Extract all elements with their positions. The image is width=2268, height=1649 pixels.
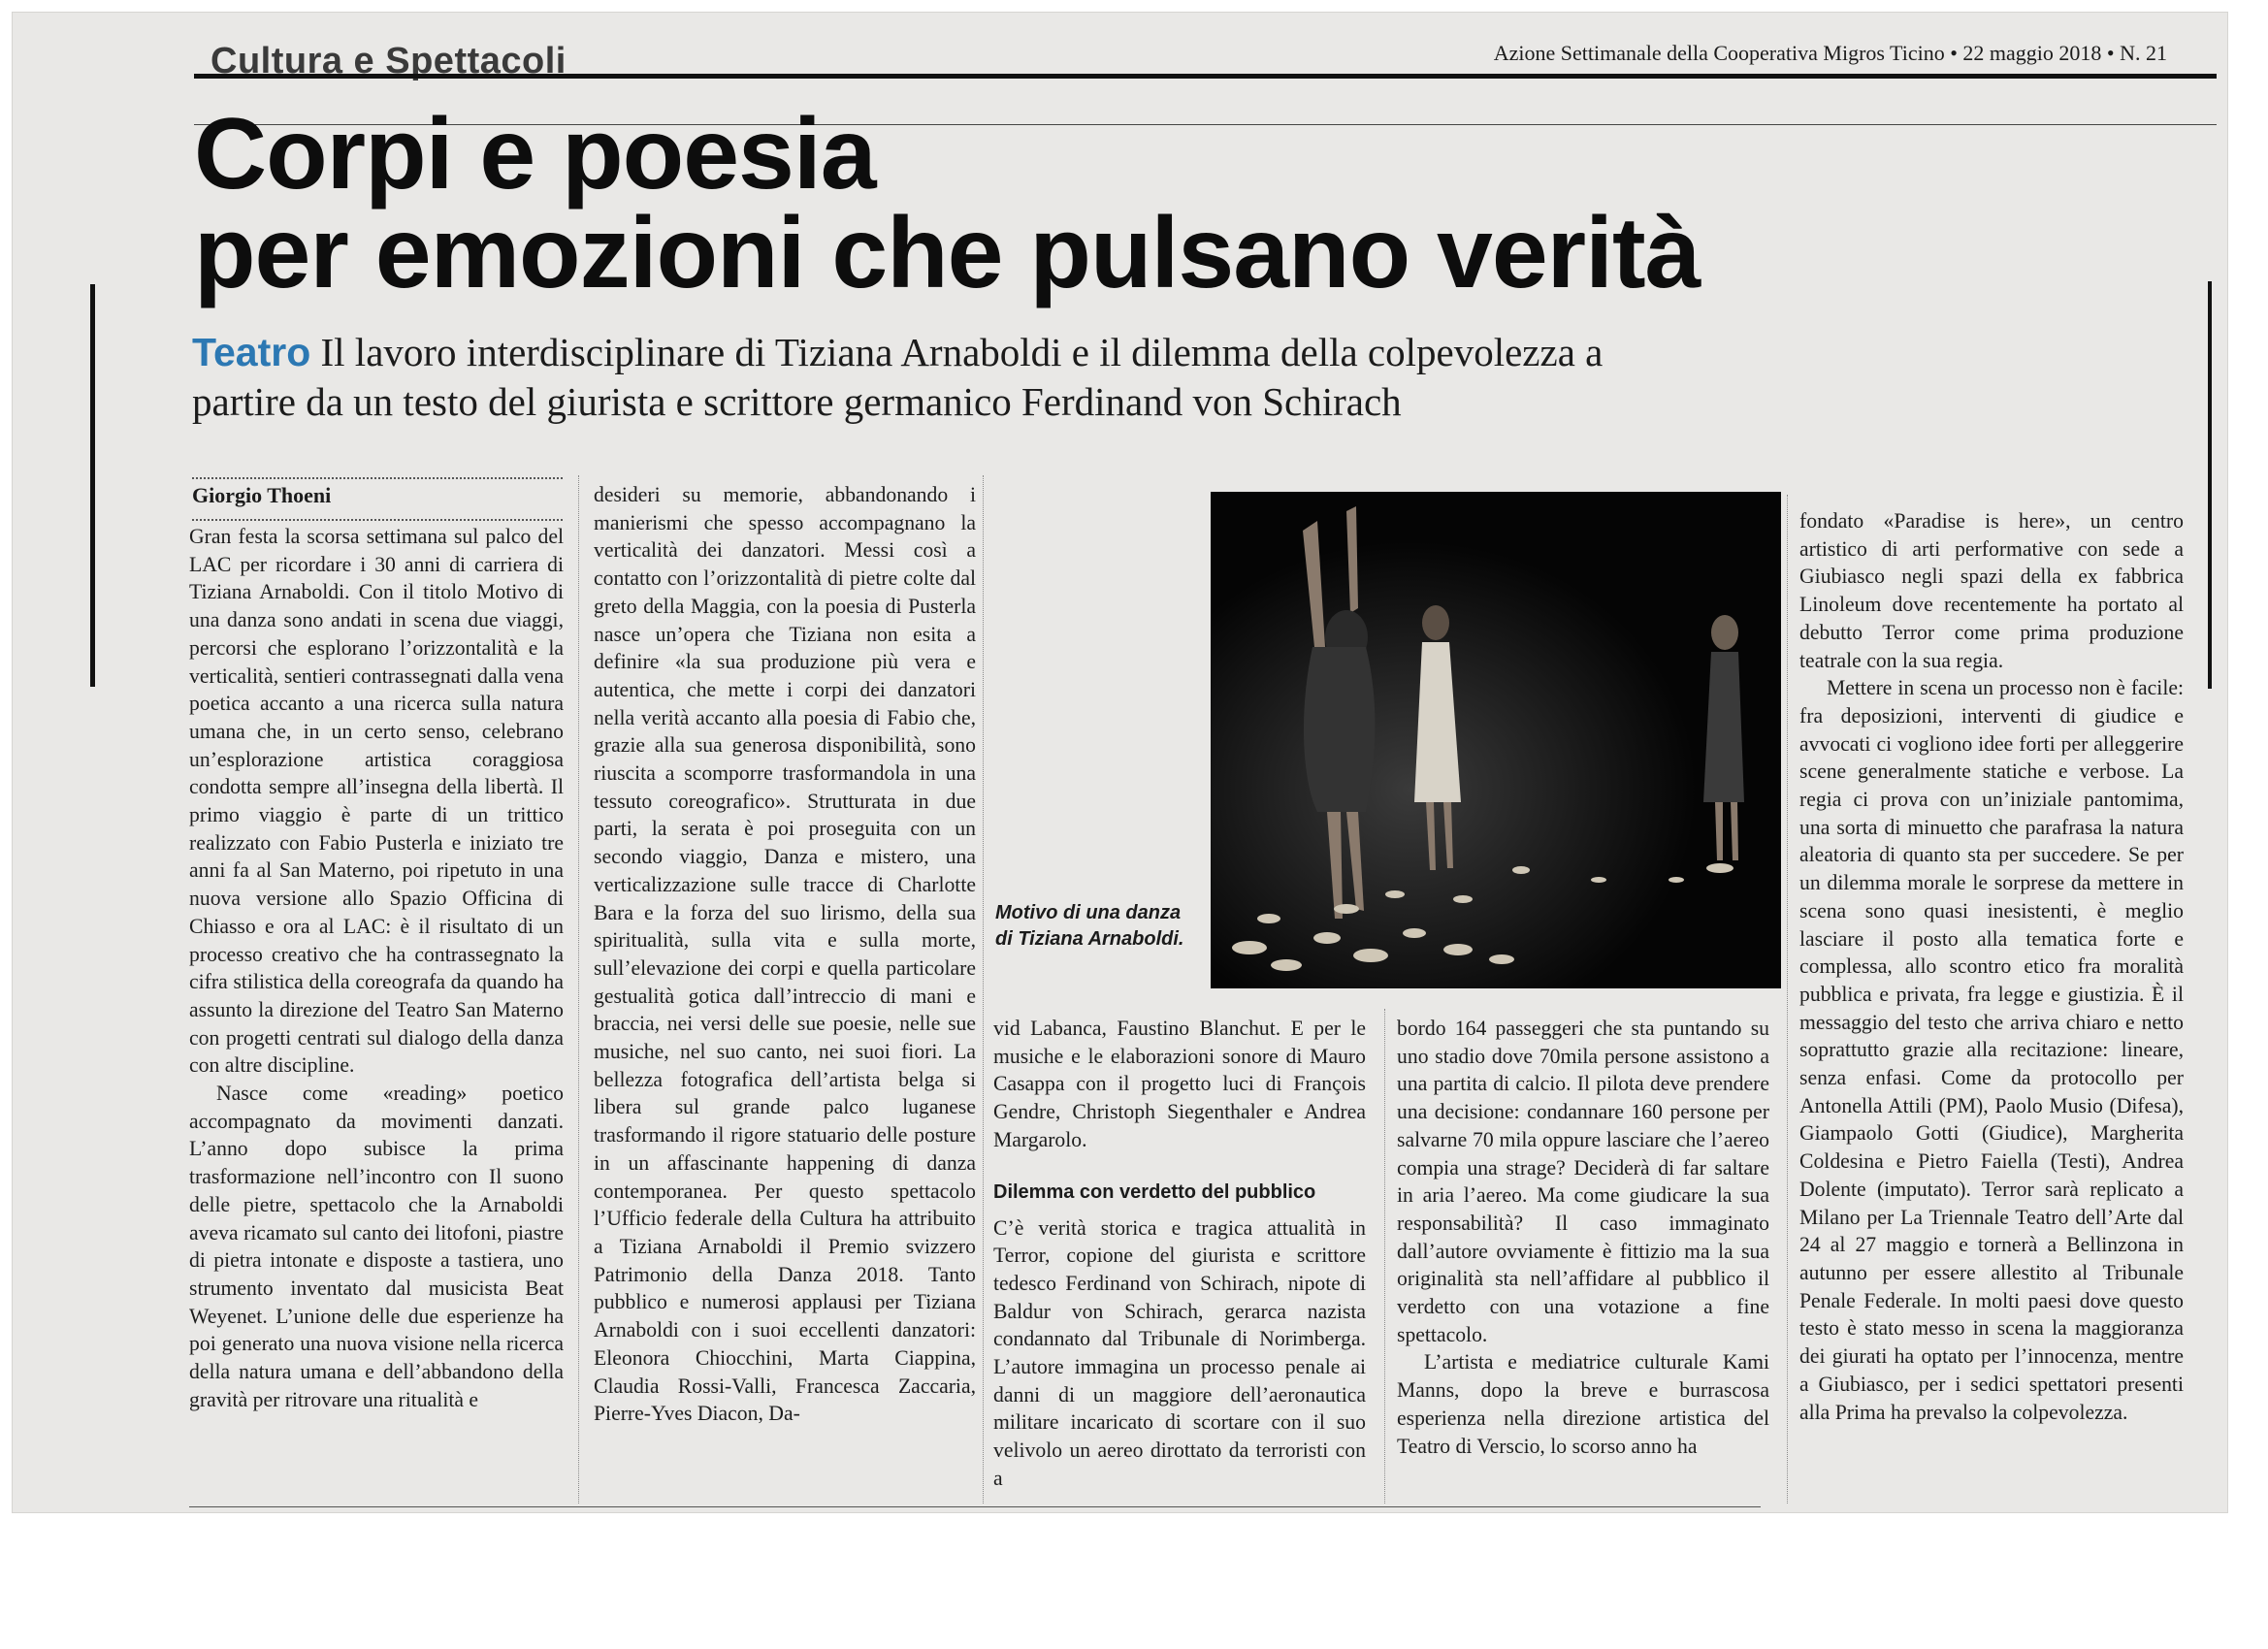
article-column-1	[189, 523, 564, 1414]
article-column-2	[594, 481, 976, 1428]
article-column-3	[993, 1015, 1366, 1493]
right-margin-mark	[2208, 281, 2212, 689]
column-divider	[1787, 495, 1788, 1504]
masthead: Azione Settimanale della Cooperativa Migros Ticino • 22 maggio 2018 • N. 21	[1493, 41, 2167, 65]
article-column-4	[1397, 1015, 1769, 1460]
left-margin-mark	[90, 284, 95, 687]
header-rule	[194, 74, 2217, 79]
paragraph: C’è verità storica e tragica attualità in Terror, copione del giurista e scrittore tedesco Ferdinand von Schirach, nipote di Baldur von Schirach, gerarca nazista condannato dal Tribunale di Norimberga. L’autore immagina un processo penale ai danni di un maggiore dell’aeronautica militare incaricato di scortare con il suo velivolo un aereo dirottato da terroristi con a	[993, 1215, 1366, 1490]
subheading: Dilemma con verdetto del pubblico	[993, 1181, 1316, 1203]
paragraph: L’artista e mediatrice culturale Kami Manns, dopo la breve e burrascosa esperienza nella direzione artistica del Teatro di Verscio, lo scorso anno ha	[1397, 1350, 1769, 1458]
paragraph: bordo 164 passeggeri che sta puntando su uno stadio dove 70mila persone assistono a una partita di calcio. Il pilota deve prendere una decisione: condannare 160 persone per salvarne 70 mila oppure lasciare che l’aereo compia una strage? Deciderà di far saltare in aria l’aereo. Ma come giudicare la sua responsabilità? Il caso immaginato dall’autore ovviamente è fittizio ma la sua originalità sta nell’affidare al pubblico il verdetto con una votazione a fine spettacolo.	[1397, 1017, 1769, 1346]
column-divider	[983, 475, 984, 1504]
stage-photo	[1211, 492, 1781, 988]
paragraph: vid Labanca, Faustino Blanchut. E per le musiche e le elaborazioni sonore di Mauro Casappa con il progetto luci di François Gendre, Christoph Siegenthaler e Andrea Margarolo.	[993, 1017, 1366, 1151]
paragraph: Mettere in scena un processo non è facile: fra deposizioni, interventi di giudice e avvocati ci vogliono idee forti per alleggerire scene generalmente statiche e verbose. La regia ci prova con un’iniziale pantomima, una sorta di minuetto che parafrasa la natura aleatoria di quanto sta per succedere. Se per un dilemma morale le sorprese da mettere in scena sono quasi inesistenti, è meglio lasciare il posto alla tematica forte e complessa, allo scontro etico fra moralità pubblica e privata, fra legge e giustizia. È il messaggio del testo che arriva chiaro e netto soprattutto grazie alla recitazione: lineare, senza enfasi. Come da protocollo per Antonella Attili (PM), Paolo Musio (Difesa), Giampaolo Gotti (Giudice), Margherita Coldesina e Pietro Faiella (Testi), Andrea Dolente (imputato). Terror sarà replicato a Milano per La Triennale Teatro dell’Arte dal 24 al 27 maggio e tornerà a Bellinzona in autunno per essere allestito al Tribunale Penale Federale. In molti paesi dove questo testo è stato messo in scena la maggioranza dei giurati ha optato per l’innocenza, mentre a Giubiasco, per i sedici spettatori presenti alla Prima ha prevalso la colpevolezza.	[1799, 676, 2184, 1424]
subtitle	[192, 328, 1696, 427]
photo-caption	[995, 900, 1199, 953]
dancers-illustration	[1211, 492, 1781, 988]
paragraph: fondato «Paradise is here», un centro artistico di arti performative con sede a Giubiasco negli spazi della ex fabbrica Linoleum dove recentemente ha portato al debutto Terror come prima produzione teatrale con la sua regia.	[1799, 509, 2184, 672]
kicker: Teatro	[192, 330, 311, 374]
article-column-5	[1799, 507, 2184, 1426]
column-divider	[1384, 1009, 1385, 1504]
paragraph: Nasce come «reading» poetico accompagnato da movimenti danzati. L’anno dopo subisce la prima trasformazione nell’incontro con Il suono delle pietre, spettacolo che la Arnaboldi aveva ricamato sul canto dei litofoni, piastre di pietra intonate e disposte a tastiera, uno strumento inventato dal musicista Beat Weyenet. L’unione delle due esperienze ha poi generato una nuova visione nella ricerca della natura umana e dell’abbandono della gravità per ritrovare una ritualità e	[189, 1082, 564, 1411]
author-byline: Giorgio Thoeni	[192, 483, 332, 507]
paragraph: Gran festa la scorsa settimana sul palco del LAC per ricordare i 30 anni di carriera di Tiziana Arnaboldi. Con il titolo Motivo di una danza sono andati in scena due viaggi, percorsi che esplorano l’orizzontalità e la verticalità, sentieri contrassegnati dalla vena poetica accanto a una ricerca sulla natura umana che, in un certo senso, celebrano un’esplorazione artistica coraggiosa condotta sempre all’insegna della libertà. Il primo viaggio è parte di un trittico realizzato con Fabio Pusterla e iniziato tre anni fa al San Materno, poi ripetuto in una nuova versione allo Spazio Officina di Chiasso e ora al LAC: è il risultato di un processo creativo che ha contrassegnato la cifra stilistica della coreografa da quando ha assunto la direzione del Teatro San Materno con progetti centrati sul dialogo della danza con altre discipline.	[189, 525, 564, 1078]
paragraph: desideri su memorie, abbandonando i manierismi che spesso accompagnano la verticalità dei danzatori. Messi così a contatto con l’orizzontalità di pietre colte dal greto della Maggia, con la poesia di Pusterla nasce un’opera che Tiziana non esita a definire «la sua produzione più vera e autentica, che mette i corpi dei danzatori nella verità accanto alla poesia di Fabio che, grazie alla sua generosa disponibilità, sono riuscita a scomporre trasformandola in una tessuto coreografico». Strutturata in due parti, la serata è poi proseguita con un secondo viaggio, Danza e mistero, una verticalizzazione sulle tracce di Charlotte Bara e la forza del suo lirismo, della sua spiritualità, sulla vita e sulla morte, sull’elevazione dei corpi e quella particolare gestualità gotica dall’intreccio di mani e braccia, nei versi delle sue poesie, nelle sue musiche, nel suo canto, nei suoi fiori. La bellezza fotografica dell’artista belga si libera sul grande palco luganese trasformando il rigore statuario delle posture in un affascinante happening di danza contemporanea. Per questo spettacolo l’Ufficio federale della Cultura ha attribuito a Tiziana Arnaboldi il Premio svizzero Patrimonio della Danza 2018. Tanto pubblico e numerosi applausi per Tiziana Arnaboldi con i suoi eccellenti danzatori: Eleonora Chiocchini, Marta Ciappina, Claudia Rossi-Valli, Francesca Zaccaria, Pierre-Yves Diacon, Da-	[594, 483, 976, 1426]
byline-rule-bottom	[192, 519, 563, 521]
headline-line-2: per emozioni che pulsano verità	[194, 197, 1701, 309]
caption-rest: di Tiziana Arnaboldi.	[995, 928, 1184, 950]
column-divider	[578, 475, 579, 1504]
subtitle-text: Il lavoro interdisciplinare di Tiziana Arnaboldi e il dilemma della colpevolezza a partire da un testo del giurista e scrittore germanico Ferdinand von Schirach	[192, 330, 1604, 424]
caption-title: Motivo di una danza	[995, 902, 1182, 923]
headline-line-1: Corpi e poesia	[194, 98, 876, 210]
headline	[194, 98, 2086, 309]
byline-rule-top	[192, 477, 563, 479]
footer-rule	[189, 1506, 1761, 1507]
section-title: Cultura e Spettacoli	[211, 41, 567, 81]
